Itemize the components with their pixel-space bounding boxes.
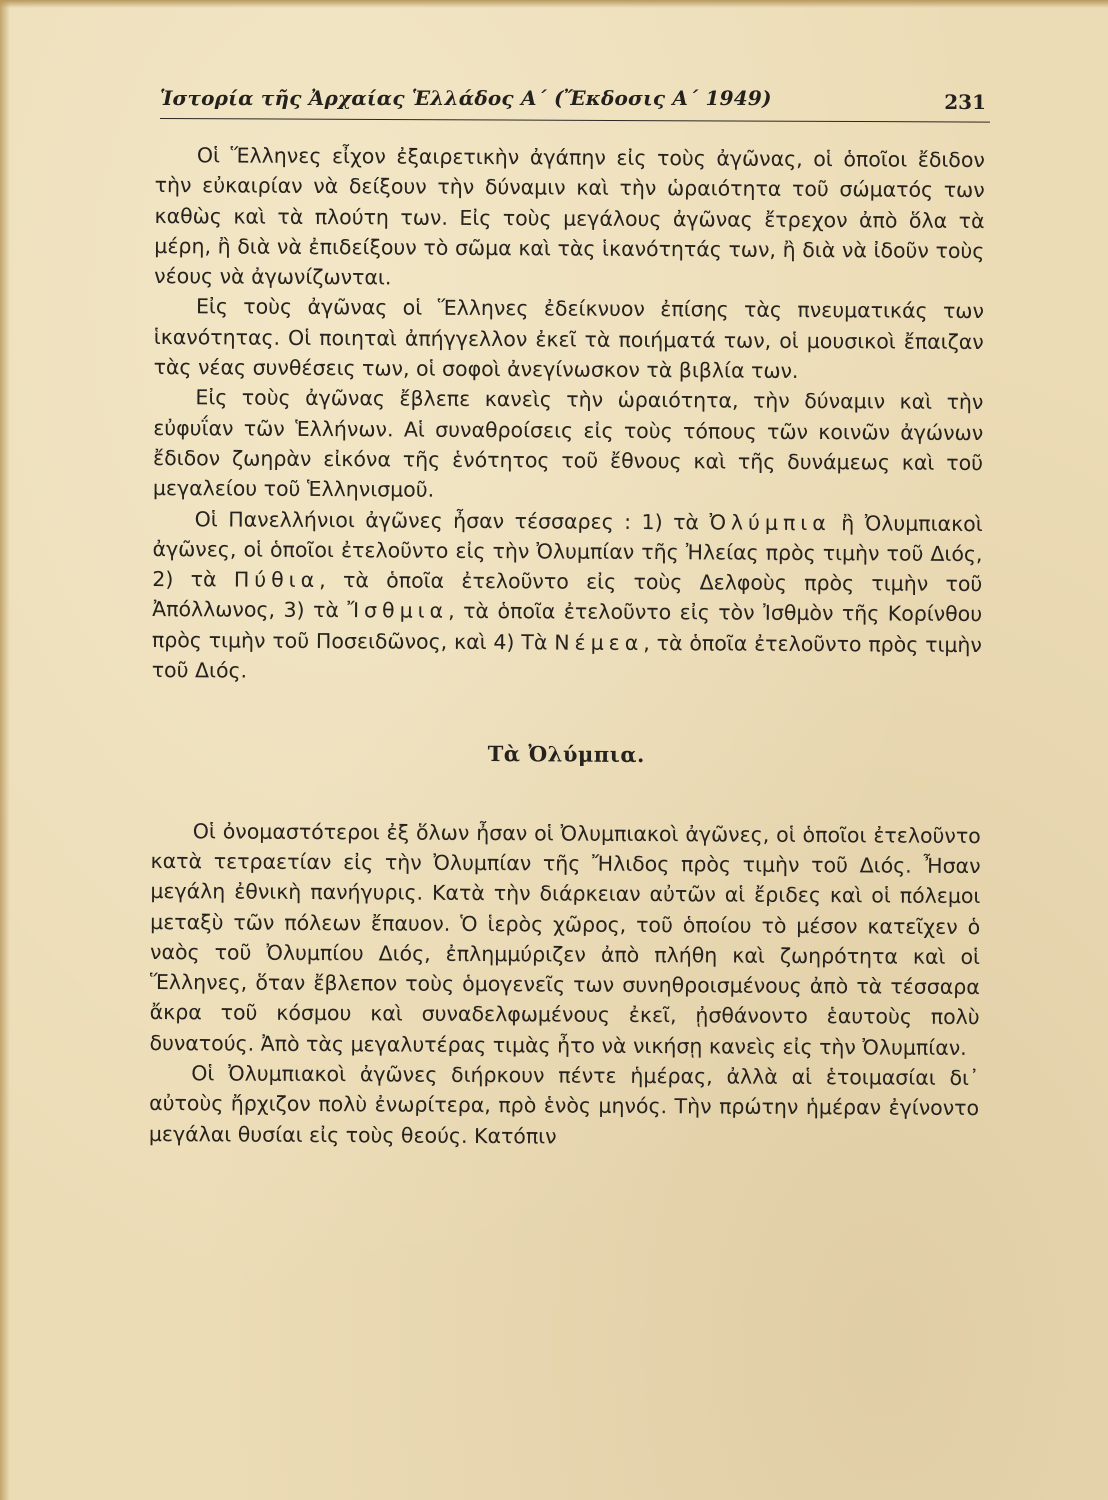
- text-run: ἢ Ὀλυμπιακοὶ ἀγῶνες, οἱ ὁποῖοι ἐτελοῦντο εἰς τὴν Ὀλυμπίαν τῆς Ἠλείας πρὸς τιμὴν τοῦ Διός, 2) τὰ: [152, 510, 983, 592]
- paragraph: Οἱ Ἕλληνες εἶχον ἐξαιρετικὴν ἀγάπην εἰς τοὺς ἀγῶνας, οἱ ὁποῖοι ἔδιδον τὴν εὐκαιρίαν νὰ δείξουν τὴν δύναμιν καὶ τὴν ὡραιότητα τοῦ σώματός των καθὼς καὶ τὰ πλούτη των. Εἰς τοὺς μεγάλους ἀγῶνας ἔτρεχον ἀπὸ ὅλα τὰ μέρη, ἢ διὰ νὰ ἐπιδείξουν τὸ σῶμα καὶ τὰς ἱκανότητάς των, ἢ διὰ νὰ ἰδοῦν τοὺς νέους νὰ ἀγωνίζωνται.: [154, 143, 985, 290]
- games-paragraph: [152, 504, 983, 691]
- running-title: Ἱστορία τῆς Ἀρχαίας Ἑλλάδος Α΄ (Ἔκδοσις Α΄ 1949): [160, 86, 772, 110]
- text-run: , τὰ ὁποῖα ἐτελοῦντο εἰς τοὺς Δελφοὺς πρὸς τιμὴν τοῦ Ἀπόλλωνος, 3) τὰ: [152, 568, 983, 623]
- paragraph: Οἱ ὀνομαστότεροι ἐξ ὅλων ἦσαν οἱ Ὀλυμπιακοὶ ἀγῶνες, οἱ ὁποῖοι ἐτελοῦντο κατὰ τετραετίαν εἰς τὴν Ὀλυμπίαν τῆς Ἤλιδος πρὸς τιμὴν τοῦ Διός. Ἦσαν μεγάλη ἐθνικὴ πανήγυρις. Κατὰ τὴν διάρκειαν αὐτῶν αἱ ἔριδες καὶ οἱ πόλεμοι μεταξὺ τῶν πόλεων ἔπαυον. Ὁ ἱερὸς χῶρος, τοῦ ὁποίου τὸ μέσον κατεῖχεν ὁ ναὸς τοῦ Ὀλυμπίου Διός, ἐπλημμύριζεν ἀπὸ πλήθη καὶ ζωηρότητα καὶ οἱ Ἕλληνες, ὅταν ἔβλεπον τοὺς ὁμογενεῖς των συνηθροισμένους ἀπὸ τὰ τέσσαρα ἄκρα τοῦ κόσμου καὶ συναδελφωμένους ἐκεῖ, ᾐσθάνοντο ἑαυτοὺς πολὺ δυνατούς. Ἀπὸ τὰς μεγαλυτέρας τιμὰς ἦτο νὰ νικήσῃ κανεὶς εἰς τὴν Ὀλυμπίαν.: [149, 818, 981, 1060]
- page-number: 231: [944, 90, 986, 114]
- paragraph: Εἰς τοὺς ἀγῶνας οἱ Ἕλληνες ἐδείκνυον ἐπίσης τὰς πνευματικάς των ἱκανότητας. Οἱ ποιηταὶ ἀπήγγελλον ἐκεῖ τὰ ποιήματά των, οἱ μουσικοὶ ἔπαιζαν τὰς νέας συνθέσεις των, οἱ σοφοὶ ἀνεγίνωσκον τὰ βιβλία των.: [153, 294, 985, 384]
- spaced-term-isthmia: Ἴσθμια: [347, 598, 449, 624]
- page-header: [160, 86, 990, 120]
- section-title: Τὰ Ὀλύμπια.: [487, 741, 645, 768]
- body-text: [149, 140, 985, 1154]
- page-shadow-top: [0, 0, 1108, 8]
- spaced-term-pythia: Πύθια: [233, 567, 320, 593]
- header-rule: [160, 118, 990, 123]
- text-run: Οἱ Πανελλήνιοι ἀγῶνες ἦσαν τέσσαρες : 1) τὰ: [194, 506, 710, 534]
- paragraph: Οἱ Ὀλυμπιακοὶ ἀγῶνες διήρκουν πέντε ἡμέρας, ἀλλὰ αἱ ἑτοιμασίαι δι᾿ αὐτοὺς ἤρχιζον πολὺ ἐνωρίτερα, πρὸ ἑνὸς μηνός. Τὴν πρώτην ἡμέραν ἐγίνοντο μεγάλαι θυσίαι εἰς τοὺς θεούς. Κατόπιν: [148, 1061, 980, 1149]
- spaced-term-olympia: Ὀλύμπια: [709, 509, 831, 535]
- text-run: , τὰ ὁποῖα ἐτελοῦντο πρὸς τιμὴν τοῦ Διός.: [151, 630, 982, 683]
- page-shadow-left: [0, 0, 10, 1500]
- text-run: , τὰ ὁποῖα ἐτελοῦντο εἰς τὸν Ἰσθμὸν τῆς Κορίνθου πρὸς τιμὴν τοῦ Ποσειδῶνος, καὶ 4) Τὰ: [151, 599, 983, 655]
- spaced-term-nemea: Νέμεα: [554, 630, 644, 655]
- paragraph: Εἰς τοὺς ἀγῶνας ἔβλεπε κανεὶς τὴν ὡραιότητα, τὴν δύναμιν καὶ τὴν εὐφυΐαν τῶν Ἑλλήνων. Αἱ συναθροίσεις εἰς τοὺς τόπους τῶν κοινῶν ἀγώνων ἔδιδον ζωηρὰν εἰκόνα τῆς ἑνότητος τοῦ ἔθνους καὶ τῆς δυνάμεως καὶ τοῦ μεγαλείου τοῦ Ἑλληνισμοῦ.: [152, 385, 984, 502]
